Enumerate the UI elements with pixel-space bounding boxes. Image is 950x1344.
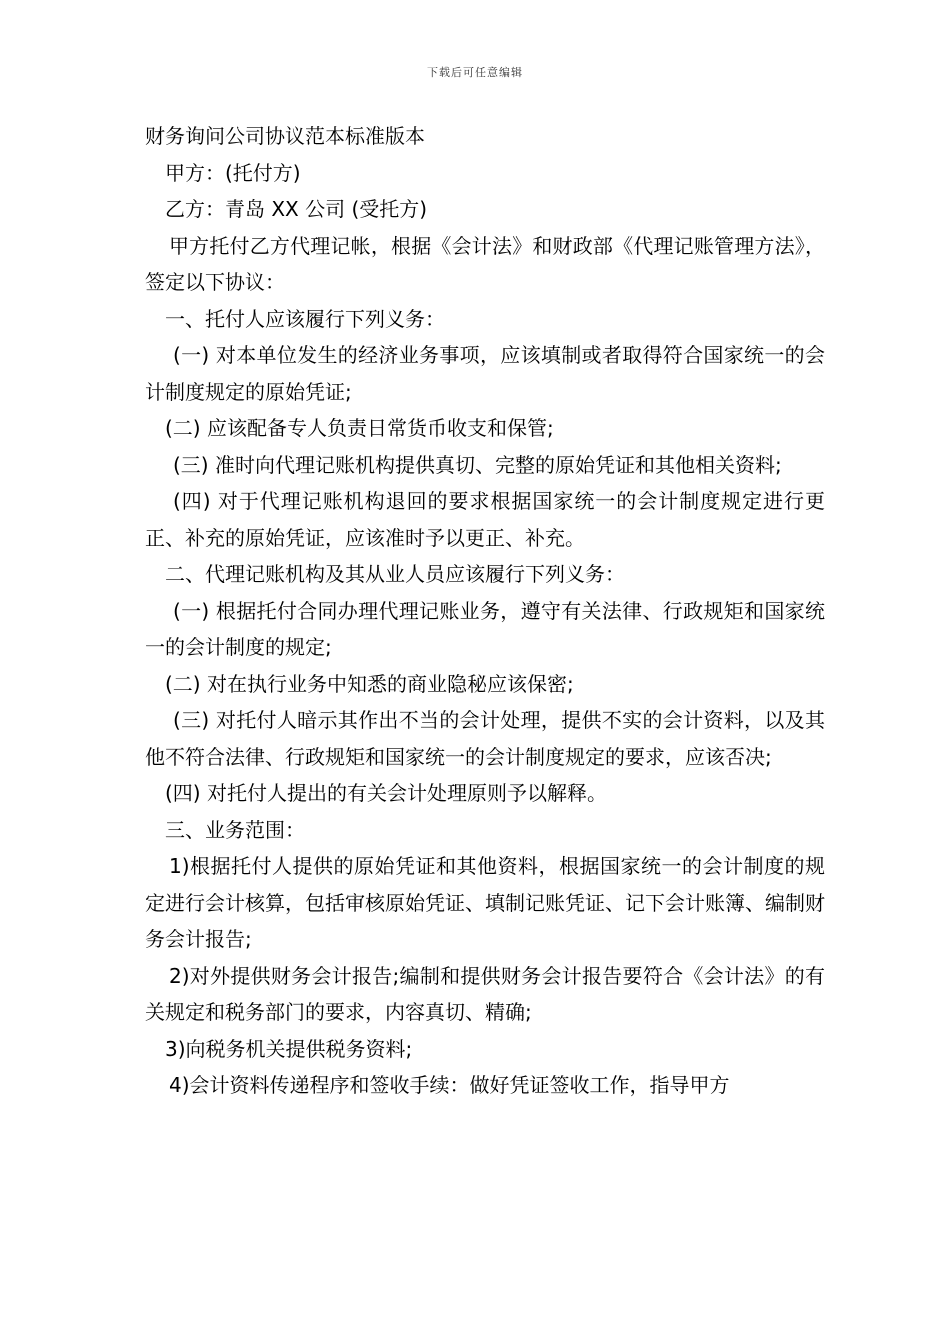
- scope-item-3: 3)向税务机关提供税务资料;: [165, 1036, 413, 1061]
- clause-1-2: (二) 应该配备专人负责日常货币收支和保管;: [165, 416, 554, 440]
- party-a-line: 甲方：(托付方): [165, 160, 301, 185]
- scope-item-1: 1)根据托付人提供的原始凭证和其他资料，根据国家统一的会计制度的规定进行会计核算，包括审核原始凭证、填制记账凭证、记下会计账簿、编制财务会计报告;: [145, 854, 825, 951]
- clause-2-3: (三) 对托付人暗示其作出不当的会计处理，提供不实的会计资料，以及其他不符合法律、行政规矩和国家统一的会计制度规定的要求，应该否决;: [145, 708, 825, 769]
- clause-1-3: (三) 准时向代理记账机构提供真切、完整的原始凭证和其他相关资料;: [173, 452, 782, 477]
- scope-item-4: 4)会计资料传递程序和签收手续：做好凭证签收工作，指导甲方: [169, 1073, 730, 1097]
- clause-2-1: (一) 根据托付合同办理代理记账业务，遵守有关法律、行政规矩和国家统一的会计制度的规定;: [145, 598, 825, 659]
- clause-1-1: (一) 对本单位发生的经济业务事项，应该填制或者取得符合国家统一的会计制度规定的原始凭证;: [145, 343, 825, 404]
- document-body: [145, 118, 825, 1104]
- scope-item-2: 2)对外提供财务会计报告;编制和提供财务会计报告要符合《会计法》的有关规定和税务部门的要求，内容真切、精确;: [145, 963, 825, 1024]
- clause-2-2: (二) 对在执行业务中知悉的商业隐秘应该保密;: [165, 671, 574, 696]
- section-heading-2: 二、代理记账机构及其从业人员应该履行下列义务：: [165, 562, 625, 586]
- section-heading-1: 一、托付人应该履行下列义务：: [165, 306, 445, 331]
- section-heading-3: 三、业务范围：: [165, 817, 305, 842]
- party-b-line: 乙方：青岛 XX 公司 (受托方): [165, 197, 428, 221]
- clause-2-4: (四) 对托付人提出的有关会计处理原则予以解释。: [165, 781, 607, 805]
- header-note: 下载后可任意编辑: [427, 66, 523, 79]
- document-title: 财务询问公司协议范本标准版本: [145, 124, 425, 148]
- clause-1-4: (四) 对于代理记账机构退回的要求根据国家统一的会计制度规定进行更正、补充的原始凭证，应该准时予以更正、补充。: [145, 489, 825, 550]
- intro-paragraph: 甲方托付乙方代理记帐，根据《会计法》和财政部《代理记账管理方法》，签定以下协议：: [145, 233, 825, 294]
